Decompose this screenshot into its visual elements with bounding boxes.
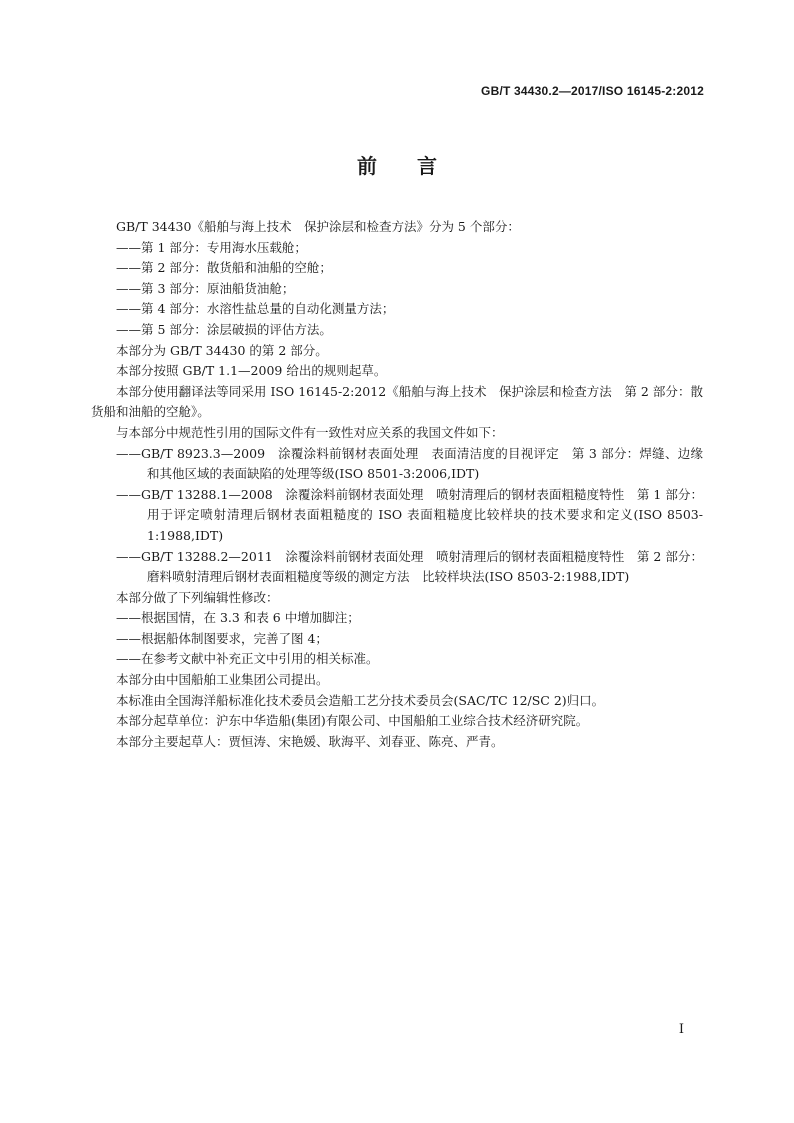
paragraph: GB/T 34430《船舶与海上技术 保护涂层和检查方法》分为 5 个部分： <box>116 219 520 234</box>
page-number: I <box>678 1022 684 1037</box>
reference-item: ——GB/T 8923.3—2009 涂覆涂料前钢材表面处理 表面清洁度的目视评定 第 3 部分：焊缝、边缘和其他区域的表面缺陷的处理等级(ISO 8501-3:2006,IDT) <box>116 445 703 482</box>
list-item: ——根据船体制图要求，完善了图 4； <box>116 630 328 646</box>
paragraph: 与本部分中规范性引用的国际文件有一致性对应关系的我国文件如下： <box>116 424 504 440</box>
list-item: ——第 4 部分：水溶性盐总量的自动化测量方法； <box>116 301 395 317</box>
foreword-body <box>91 217 703 752</box>
list-item: ——在参考文献中补充正文中引用的相关标准。 <box>116 651 379 667</box>
list-item: ——第 3 部分：原油船货油舱； <box>116 280 295 296</box>
standard-code-header: GB/T 34430.2—2017/ISO 16145-2:2012 <box>481 84 704 98</box>
paragraph: 本标准由全国海洋船标准化技术委员会造船工艺分技术委员会(SAC/TC 12/SC 2)归口。 <box>116 692 605 708</box>
paragraph: 本部分起草单位：沪东中华造船(集团)有限公司、中国船舶工业综合技术经济研究院。 <box>116 713 589 729</box>
paragraph: 本部分使用翻译法等同采用 ISO 16145-2:2012《船舶与海上技术 保护涂层和检查方法 第 2 部分：散货船和油船的空舱》。 <box>91 383 703 420</box>
paragraph: 本部分主要起草人：贾恒涛、宋艳媛、耿海平、刘春亚、陈亮、严青。 <box>116 733 504 749</box>
page-title: 前言 <box>357 154 477 178</box>
list-item: ——根据国情，在 3.3 和表 6 中增加脚注； <box>116 610 360 626</box>
reference-item: ——GB/T 13288.1—2008 涂覆涂料前钢材表面处理 喷射清理后的钢材表面粗糙度特性 第 1 部分：用于评定喷射清理后钢材表面粗糙度的 ISO 表面粗糙度比较样块的技术要求和定义(ISO 8503-1:1988,IDT) <box>116 486 703 543</box>
paragraph: 本部分按照 GB/T 1.1—2009 给出的规则起草。 <box>116 363 387 379</box>
list-item: ——第 2 部分：散货船和油船的空舱； <box>116 260 332 276</box>
list-item: ——第 1 部分：专用海水压载舱； <box>116 239 307 255</box>
paragraph: 本部分由中国船舶工业集团公司提出。 <box>116 672 329 688</box>
list-item: ——第 5 部分：涂层破损的评估方法。 <box>116 321 332 337</box>
paragraph: 本部分做了下列编辑性修改： <box>116 589 279 605</box>
paragraph: 本部分为 GB/T 34430 的第 2 部分。 <box>116 342 328 358</box>
reference-item: ——GB/T 13288.2—2011 涂覆涂料前钢材表面处理 喷射清理后的钢材表面粗糙度特性 第 2 部分：磨料喷射清理后钢材表面粗糙度等级的测定方法 比较样块法(ISO 8503-2:1988,IDT) <box>116 548 703 585</box>
